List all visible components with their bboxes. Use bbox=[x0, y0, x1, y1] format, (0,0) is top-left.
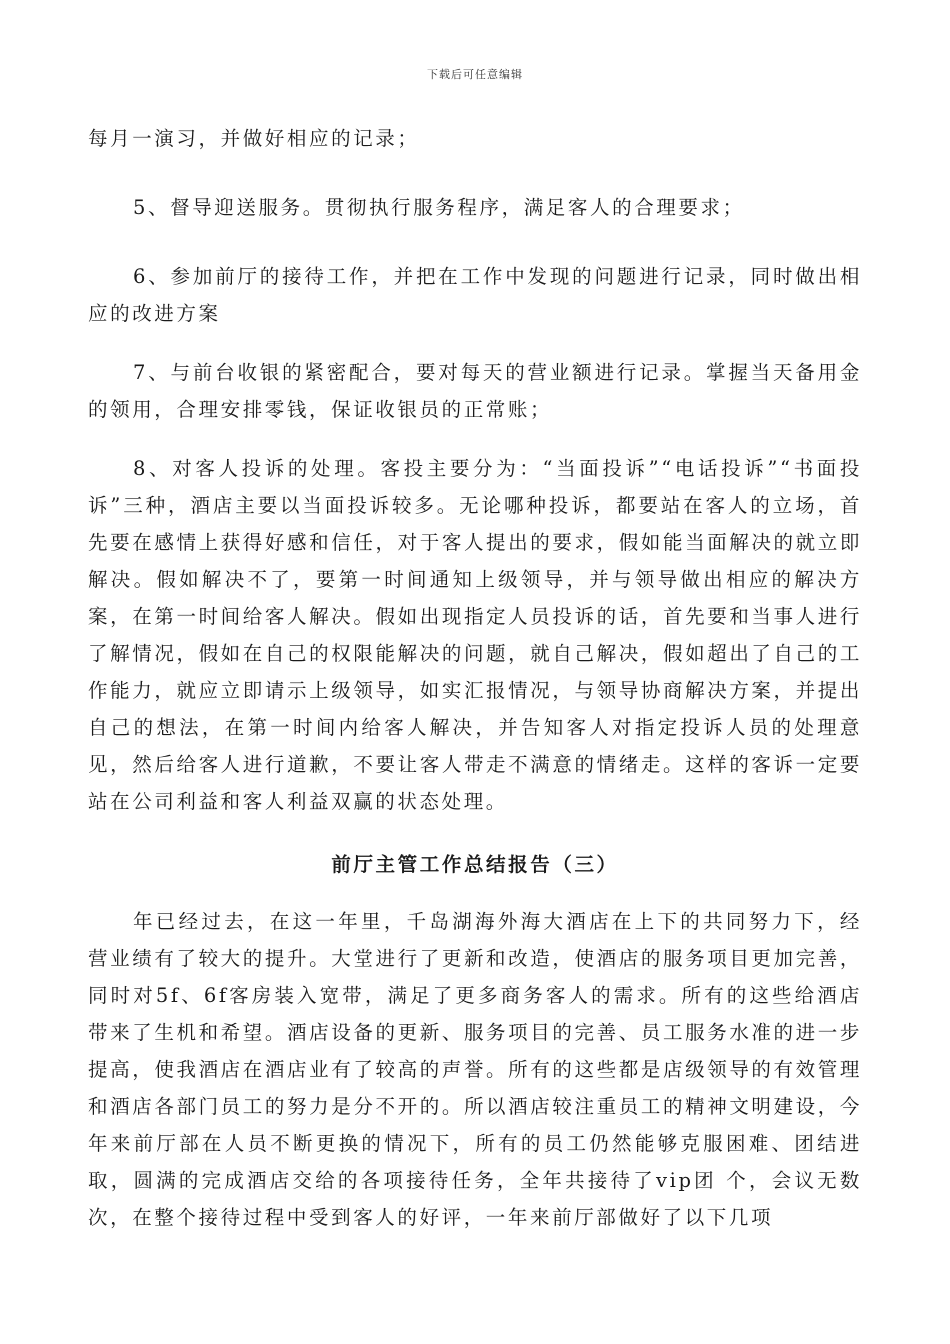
paragraph-item-6: 6、参加前厅的接待工作，并把在工作中发现的问题进行记录，同时做出相应的改进方案 bbox=[88, 265, 862, 325]
paragraph-item-5: 5、督导迎送服务。贯彻执行服务程序，满足客人的合理要求； bbox=[133, 196, 745, 219]
document-body bbox=[88, 120, 862, 1236]
section-body-paragraph: 年已经过去，在这一年里，千岛湖海外海大酒店在上下的共同努力下，经营业绩有了较大的提升。大堂进行了更新和改造，使酒店的服务项目更加完善，同时对5f、6f客房装入宽带，满足了更多商务客人的需求。所有的这些给酒店带来了生机和希望。酒店设备的更新、服务项目的完善、员工服务水准的进一步提高，使我酒店在酒店业有了较高的声誉。所有的这些都是店级领导的有效管理和酒店各部门员工的努力是分不开的。所以酒店较注重员工的精神文明建设，今年来前厅部在人员不断更换的情况下，所有的员工仍然能够克服困难、团结进取，圆满的完成酒店交给的各项接待任务，全年共接待了vip团 个，会议无数次，在整个接待过程中受到客人的好评，一年来前厅部做好了以下几项 bbox=[88, 910, 862, 1229]
paragraph-item-7: 7、与前台收银的紧密配合，要对每天的营业额进行记录。掌握当天备用金的领用，合理安排零钱，保证收银员的正常账； bbox=[88, 361, 862, 421]
section-title: 前厅主管工作总结报告（三） bbox=[331, 853, 619, 876]
paragraph-continuation: 每月一演习，并做好相应的记录； bbox=[88, 127, 420, 150]
page-header: 下载后可任意编辑 bbox=[427, 68, 523, 81]
paragraph-item-8: 8、对客人投诉的处理。客投主要分为：“当面投诉”“电话投诉”“书面投诉”三种，酒店主要以当面投诉较多。无论哪种投诉，都要站在客人的立场，首先要在感情上获得好感和信任，对于客人提出的要求，假如能当面解决的就立即解决。假如解决不了，要第一时间通知上级领导，并与领导做出相应的解决方案，在第一时间给客人解决。假如出现指定人员投诉的话，首先要和当事人进行了解情况，假如在自己的权限能解决的问题，就自己解决，假如超出了自己的工作能力，就应立即请示上级领导，如实汇报情况，与领导协商解决方案，并提出自己的想法，在第一时间内给客人解决，并告知客人对指定投诉人员的处理意见，然后给客人进行道歉，不要让客人带走不满意的情绪走。这样的客诉一定要站在公司利益和客人利益双赢的状态处理。 bbox=[88, 457, 862, 813]
